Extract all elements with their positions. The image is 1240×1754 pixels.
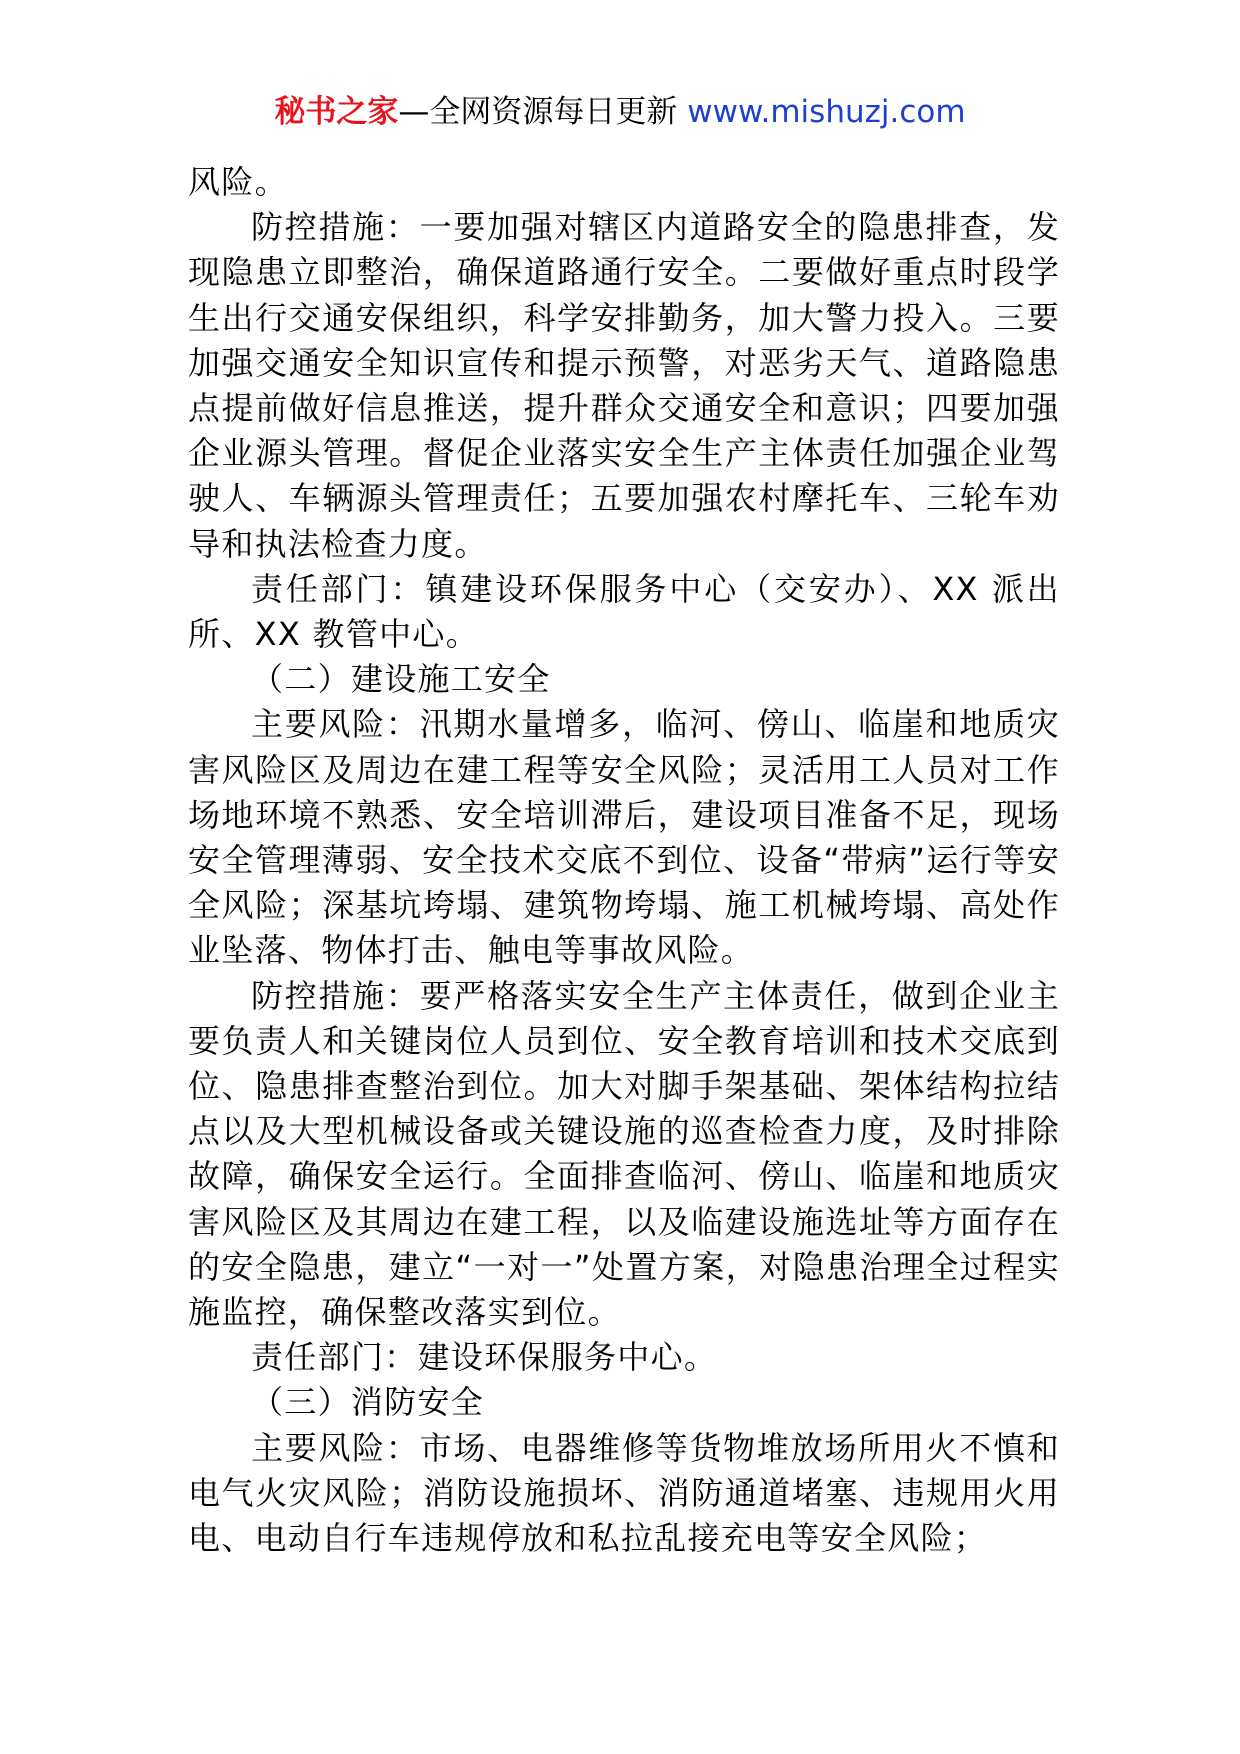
document-body <box>188 160 1060 1561</box>
header-url-link[interactable]: www.mishuzj.com <box>687 94 966 130</box>
paragraph-control-measures-construction: 防控措施：要严格落实安全生产主体责任，做到企业主要负责人和关键岗位人员到位、安全教育培训和技术交底到位、隐患排查整治到位。加大对脚手架基础、架体结构拉结点以及大型机械设备或关键设施的巡查检查力度，及时排除故障，确保安全运行。全面排查临河、傍山、临崖和地质灾害风险区及其周边在建工程，以及临建设施选址等方面存在的安全隐患，建立“一对一”处置方案，对隐患治理全过程实施监控，确保整改落实到位。 <box>188 976 1060 1332</box>
paragraph-main-risks-construction: 主要风险：汛期水量增多，临河、傍山、临崖和地质灾害风险区及周边在建工程等安全风险；灵活用工人员对工作场地环境不熟悉、安全培训滞后，建设项目准备不足，现场安全管理薄弱、安全技术交底不到位、设备“带病”运行等安全风险；深基坑垮塌、建筑物垮塌、施工机械垮塌、高处作业坠落、物体打击、触电等事故风险。 <box>188 705 1060 970</box>
paragraph-continuation: 风险。 <box>188 163 288 201</box>
section-heading-construction: （二）建设施工安全 <box>251 660 551 699</box>
paragraph-main-risks-fire: 主要风险：市场、电器维修等货物堆放场所用火不慎和电气火灾风险；消防设施损坏、消防通道堵塞、违规用火用电、电动自行车违规停放和私拉乱接充电等安全风险； <box>188 1428 1060 1558</box>
header-slogan: —全网资源每日更新 <box>398 94 678 130</box>
header-brand: 秘书之家 <box>274 94 399 130</box>
paragraph-responsible-dept-construction: 责任部门：建设环保服务中心。 <box>251 1338 718 1377</box>
site-header <box>0 92 1240 132</box>
section-heading-fire: （三）消防安全 <box>251 1383 485 1422</box>
paragraph-control-measures-traffic: 防控措施：一要加强对辖区内道路安全的隐患排查，发现隐患立即整治，确保道路通行安全。二要做好重点时段学生出行交通安保组织，科学安排勤务，加大警力投入。三要加强交通安全知识宣传和提示预警，对恶劣天气、道路隐患点提前做好信息推送，提升群众交通安全和意识；四要加强企业源头管理。督促企业落实安全生产主体责任加强企业驾驶人、车辆源头管理责任；五要加强农村摩托车、三轮车劝导和执法检查力度。 <box>188 208 1060 563</box>
paragraph-responsible-dept-traffic: 责任部门：镇建设环保服务中心（交安办）、XX 派出所、XX 教管中心。 <box>188 569 1060 654</box>
